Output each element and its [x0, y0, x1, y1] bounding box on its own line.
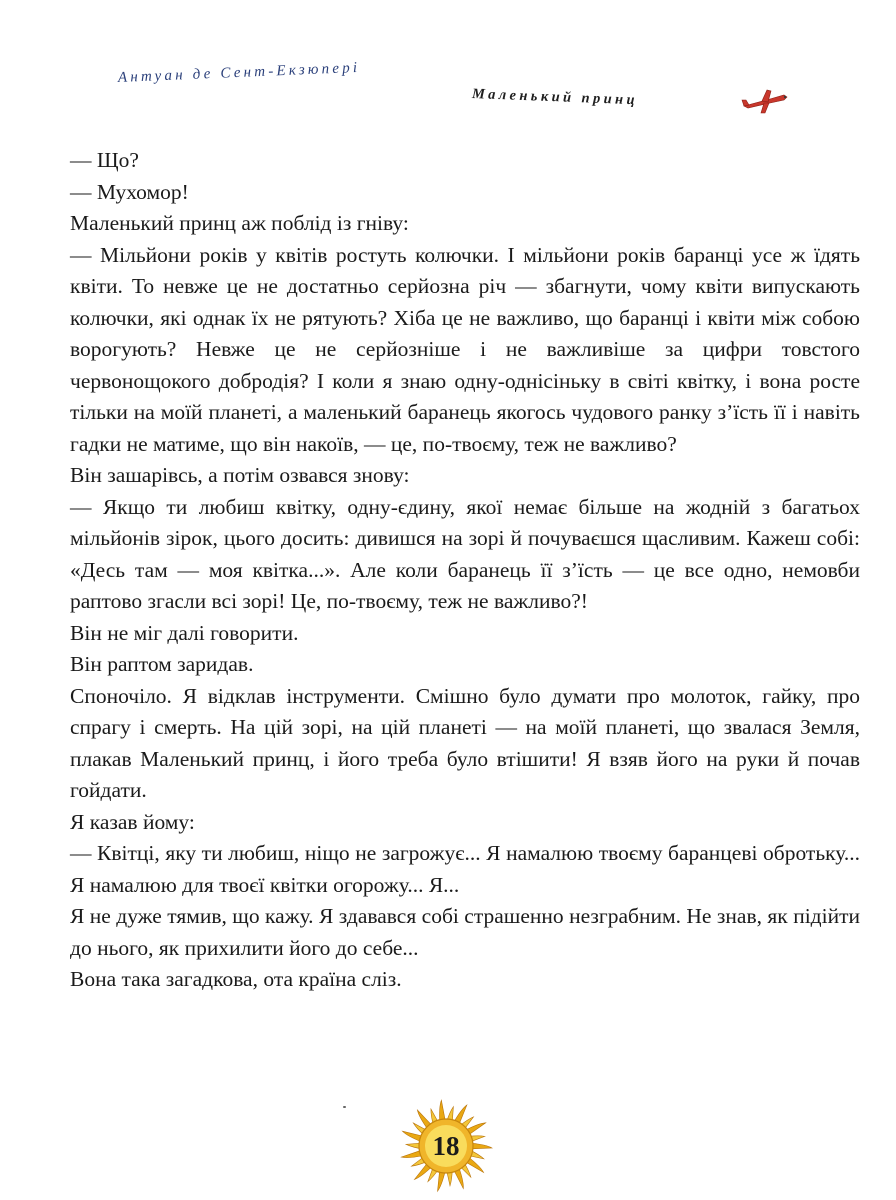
header-author: Антуан де Сент-Екзюпері: [117, 59, 361, 86]
paragraph: — Квітці, яку ти любиш, ніщо не загрожує... Я намалюю твоєму баранцеві обротьку... Я намалюю для твоєї квітки огорожу... Я...: [70, 841, 860, 897]
paragraph: Він зашарівсь, а потім озвався знову:: [70, 463, 410, 487]
paragraph: Вона така загадкова, ота країна сліз.: [70, 967, 402, 991]
paragraph: Я казав йому:: [70, 809, 195, 834]
paragraph: — Що?: [70, 148, 139, 172]
main-text: [70, 145, 860, 996]
page-number-badge: [398, 1098, 494, 1194]
paragraph: Він не міг далі говорити.: [70, 620, 299, 645]
running-header: [0, 0, 896, 130]
paragraph: Споночіло. Я відклав інструменти. Смішно було думати про молоток, гайку, про спрагу і смерть. На цій зорі, на цій планеті — на моїй планеті, що звалася Земля, плакав Маленький принц, і його треба було втішити! Я взяв його на руки й почав гойдати.: [70, 683, 860, 802]
paragraph: Він раптом заридав.: [70, 652, 254, 676]
paragraph: — Мухомор!: [70, 179, 189, 204]
header-book-title: Маленький принц: [471, 86, 639, 109]
paragraph: — Якщо ти любиш квітку, одну-єдину, якої немає більше на жодній з багатьох мільйонів зірок, цього досить: дивишся на зорі й почуваєшся щасливим. Кажеш собі: «Десь там — моя квітка...». Але коли баранець її з’їсть — це все одно, немовби раптово згасли всі зорі! Це, по-твоєму, теж не важливо?!: [70, 494, 860, 613]
paragraph: Маленький принц аж поблід із гніву:: [70, 211, 409, 235]
page-number: 18: [432, 1130, 460, 1161]
red-airplane-icon: [740, 86, 790, 116]
paragraph: Я не дуже тямив, що кажу. Я здавався собі страшенно незграбним. Не знав, як підійти до нього, як прихилити його до себе...: [70, 904, 860, 960]
paragraph: — Мільйони років у квітів ростуть колючки. І мільйони років баранці усе ж їдять квіти. То невже це не достатньо серйозна річ — збагнути, чому квіти випускають колючки, які однак їх не рятують? Хіба це не важливо, що баранці і квіти між собою ворогують? Невже це не серйозніше і не важливіше за цифри товстого червонощокого добродія? І коли я знаю одну-однісіньку в світі квітку, і вона росте тільки на моїй планеті, а маленький баранець якогось чудового ранку з’їсть її і навіть гадки не матиме, що він накоїв, — це, по-твоєму, теж не важливо?: [70, 242, 860, 456]
print-speck: [343, 1106, 346, 1108]
